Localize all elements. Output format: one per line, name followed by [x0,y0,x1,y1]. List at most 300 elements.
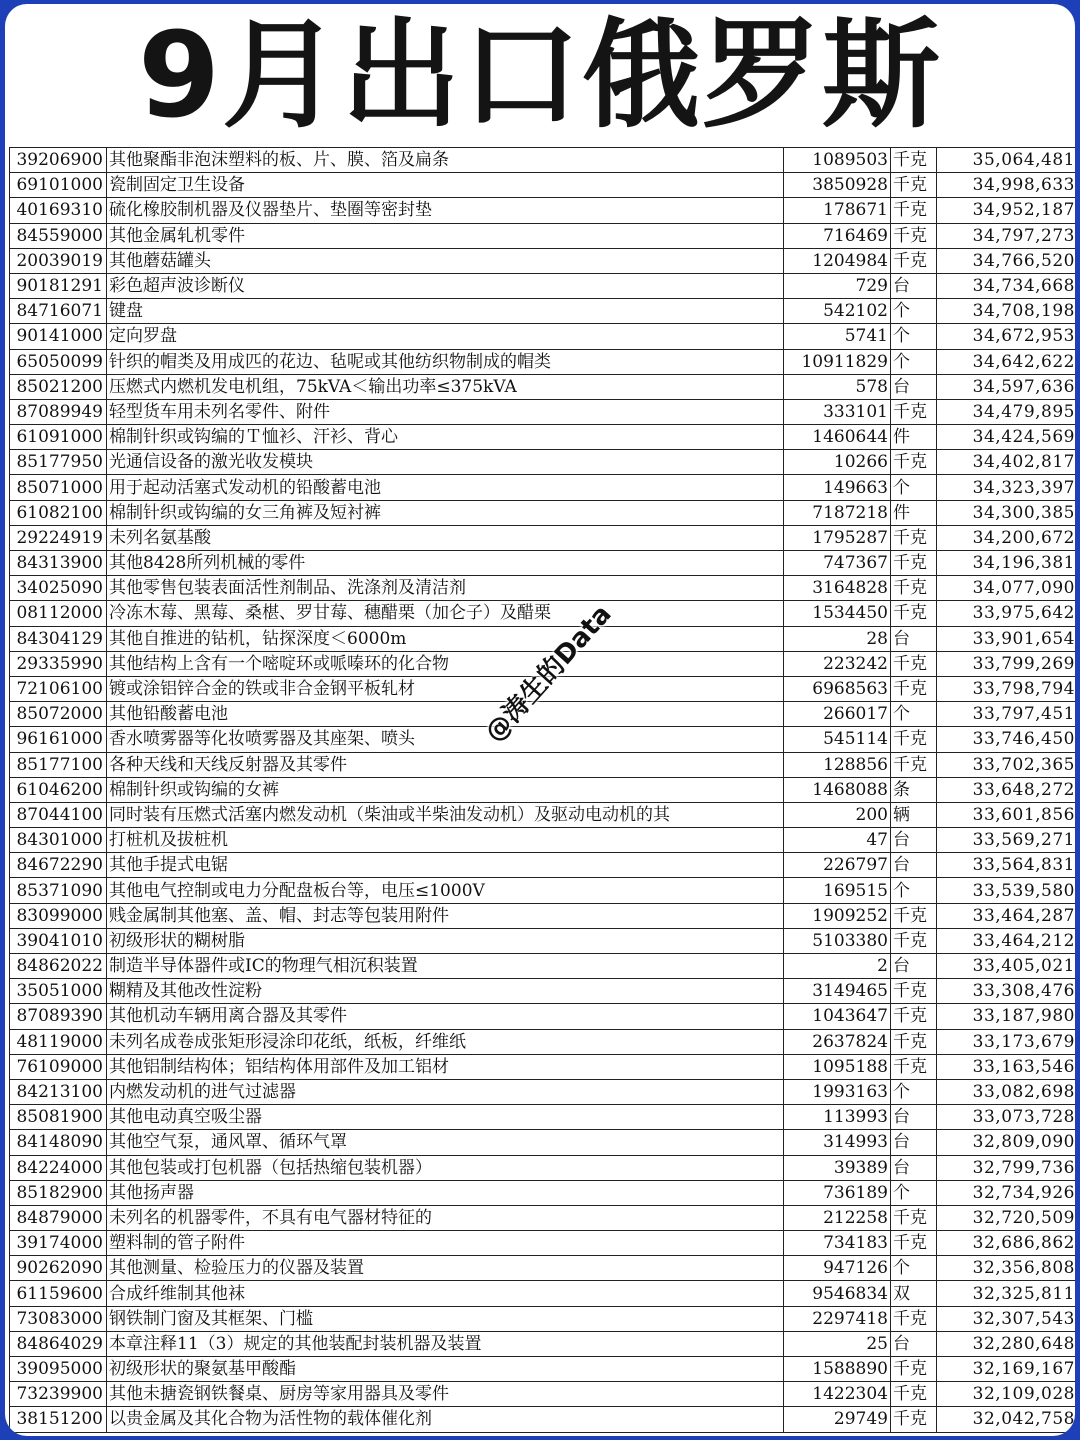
cell-name: 镀或涂铝锌合金的铁或非合金钢平板轧材 [107,676,784,701]
cell-code: 84213100 [10,1079,107,1104]
cell-value: 34,323,397 [937,475,1076,500]
table-row [10,450,1076,475]
table-row [10,399,1076,424]
cell-code: 84304129 [10,626,107,651]
cell-name: 其他零售包装表面活性剂制品、洗涤剂及清洁剂 [107,576,784,601]
cell-name: 其他扬声器 [107,1180,784,1205]
cell-code: 85177100 [10,752,107,777]
table-row [10,525,1076,550]
cell-unit: 千克 [891,450,937,475]
cell-name: 未列名氨基酸 [107,525,784,550]
cell-value: 34,424,569 [937,425,1076,450]
cell-unit: 台 [891,1105,937,1130]
cell-unit: 个 [891,475,937,500]
cell-value: 33,564,831 [937,853,1076,878]
cell-code: 76109000 [10,1054,107,1079]
cell-code: 35051000 [10,979,107,1004]
cell-code: 84559000 [10,223,107,248]
cell-qty: 747367 [784,551,891,576]
cell-code: 38151200 [10,1407,107,1432]
cell-unit: 千克 [891,1407,937,1432]
cell-code: 20039019 [10,248,107,273]
cell-value: 33,073,728 [937,1105,1076,1130]
cell-code: 61082100 [10,500,107,525]
table-row [10,651,1076,676]
cell-unit: 千克 [891,399,937,424]
cell-value: 32,734,926 [937,1180,1076,1205]
table-row [10,601,1076,626]
cell-code: 96161000 [10,727,107,752]
cell-name: 以贵金属及其化合物为活性物的载体催化剂 [107,1407,784,1432]
cell-name: 其他自推进的钻机，钻探深度＜6000m [107,626,784,651]
cell-name: 其他空气泵，通风罩、循环气罩 [107,1130,784,1155]
cell-code: 08112000 [10,601,107,626]
cell-code: 34025090 [10,576,107,601]
cell-name: 初级形状的聚氨基甲酸酯 [107,1357,784,1382]
table-row [10,273,1076,298]
cell-name: 其他8428所列机械的零件 [107,551,784,576]
cell-unit: 个 [891,324,937,349]
cell-code: 85071000 [10,475,107,500]
table-row [10,500,1076,525]
cell-code: 85081900 [10,1105,107,1130]
cell-qty: 7187218 [784,500,891,525]
table-row [10,1004,1076,1029]
cell-name: 未列名的机器零件，不具有电气器材特征的 [107,1205,784,1230]
cell-name: 其他聚酯非泡沫塑料的板、片、膜、箔及扁条 [107,148,784,173]
cell-value: 33,082,698 [937,1079,1076,1104]
table-row [10,374,1076,399]
table-row [10,1054,1076,1079]
cell-unit: 个 [891,702,937,727]
table-row [10,1306,1076,1331]
cell-unit: 千克 [891,248,937,273]
cell-qty: 542102 [784,299,891,324]
cell-name: 压燃式内燃机发电机组，75kVA＜输出功率≤375kVA [107,374,784,399]
cell-qty: 9546834 [784,1281,891,1306]
cell-code: 87044100 [10,802,107,827]
cell-name: 硫化橡胶制机器及仪器垫片、垫圈等密封垫 [107,198,784,223]
table-row [10,702,1076,727]
cell-qty: 29749 [784,1407,891,1432]
cell-value: 34,402,817 [937,450,1076,475]
cell-value: 33,464,287 [937,903,1076,928]
cell-name: 其他铝制结构体；铝结构体用部件及加工铝材 [107,1054,784,1079]
cell-qty: 1095188 [784,1054,891,1079]
cell-value: 34,708,198 [937,299,1076,324]
cell-name: 瓷制固定卫生设备 [107,173,784,198]
cell-value: 33,464,212 [937,928,1076,953]
cell-qty: 5741 [784,324,891,349]
cell-value: 33,539,580 [937,878,1076,903]
cell-code: 39206900 [10,148,107,173]
table-row [10,1079,1076,1104]
cell-code: 85021200 [10,374,107,399]
cell-qty: 333101 [784,399,891,424]
cell-value: 34,642,622 [937,349,1076,374]
table-row [10,676,1076,701]
cell-value: 33,163,546 [937,1054,1076,1079]
cell-value: 33,187,980 [937,1004,1076,1029]
cell-value: 34,479,895 [937,399,1076,424]
cell-code: 84672290 [10,853,107,878]
cell-code: 84301000 [10,828,107,853]
cell-qty: 1089503 [784,148,891,173]
cell-qty: 47 [784,828,891,853]
cell-code: 61159600 [10,1281,107,1306]
cell-name: 其他电动真空吸尘器 [107,1105,784,1130]
cell-value: 34,196,381 [937,551,1076,576]
cell-code: 84224000 [10,1155,107,1180]
cell-qty: 1795287 [784,525,891,550]
cell-code: 39095000 [10,1357,107,1382]
cell-unit: 条 [891,777,937,802]
cell-unit: 千克 [891,1205,937,1230]
cell-name: 合成纤维制其他袜 [107,1281,784,1306]
cell-code: 90141000 [10,324,107,349]
table-row [10,1205,1076,1230]
cell-name: 其他手提式电锯 [107,853,784,878]
cell-unit: 千克 [891,928,937,953]
cell-unit: 千克 [891,979,937,1004]
cell-qty: 729 [784,273,891,298]
cell-name: 用于起动活塞式发动机的铅酸蓄电池 [107,475,784,500]
cell-unit: 千克 [891,601,937,626]
export-table [9,147,1075,1433]
cell-qty: 2 [784,954,891,979]
page-title: 9月出口俄罗斯 [137,6,943,144]
cell-name: 棉制针织或钩编的Ｔ恤衫、汗衫、背心 [107,425,784,450]
table-row [10,576,1076,601]
cell-name: 糊精及其他改性淀粉 [107,979,784,1004]
cell-name: 其他包装或打包机器（包括热缩包装机器） [107,1155,784,1180]
cell-unit: 个 [891,878,937,903]
cell-name: 其他金属轧机零件 [107,223,784,248]
cell-unit: 台 [891,1331,937,1356]
cell-unit: 千克 [891,223,937,248]
cell-code: 84313900 [10,551,107,576]
cell-qty: 2297418 [784,1306,891,1331]
cell-unit: 双 [891,1281,937,1306]
cell-qty: 178671 [784,198,891,223]
cell-name: 未列名成卷成张矩形浸涂印花纸，纸板，纤维纸 [107,1029,784,1054]
cell-unit: 台 [891,374,937,399]
cell-qty: 734183 [784,1231,891,1256]
cell-unit: 个 [891,299,937,324]
table-row [10,903,1076,928]
cell-value: 34,952,187 [937,198,1076,223]
cell-value: 34,300,385 [937,500,1076,525]
cell-qty: 545114 [784,727,891,752]
cell-code: 40169310 [10,198,107,223]
cell-qty: 947126 [784,1256,891,1281]
cell-code: 61091000 [10,425,107,450]
cell-unit: 千克 [891,576,937,601]
table-row [10,198,1076,223]
cell-value: 32,799,736 [937,1155,1076,1180]
cell-value: 33,569,271 [937,828,1076,853]
cell-qty: 3164828 [784,576,891,601]
cell-qty: 578 [784,374,891,399]
cell-qty: 169515 [784,878,891,903]
cell-code: 84716071 [10,299,107,324]
cell-unit: 台 [891,853,937,878]
table-row [10,1029,1076,1054]
cell-name: 其他电气控制或电力分配盘板台等，电压≤1000V [107,878,784,903]
cell-qty: 1204984 [784,248,891,273]
table-row [10,802,1076,827]
table-row [10,1231,1076,1256]
table-row [10,928,1076,953]
cell-code: 84148090 [10,1130,107,1155]
cell-unit: 个 [891,1256,937,1281]
cell-qty: 128856 [784,752,891,777]
cell-name: 同时装有压燃式活塞内燃发动机（柴油或半柴油发动机）及驱动电动机的其 [107,802,784,827]
cell-value: 32,686,862 [937,1231,1076,1256]
cell-unit: 千克 [891,1382,937,1407]
cell-unit: 千克 [891,651,937,676]
table-row [10,828,1076,853]
cell-name: 轻型货车用未列名零件、附件 [107,399,784,424]
cell-name: 针织的帽类及用成匹的花边、毡呢或其他纺织物制成的帽类 [107,349,784,374]
table-row [10,1130,1076,1155]
cell-code: 83099000 [10,903,107,928]
cell-name: 定向罗盘 [107,324,784,349]
cell-code: 87089390 [10,1004,107,1029]
cell-value: 33,308,476 [937,979,1076,1004]
cell-qty: 736189 [784,1180,891,1205]
cell-name: 钢铁制门窗及其框架、门槛 [107,1306,784,1331]
watermark: @涛生的Data [479,599,618,749]
cell-name: 棉制针织或钩编的女裤 [107,777,784,802]
cell-qty: 716469 [784,223,891,248]
cell-qty: 5103380 [784,928,891,953]
cell-qty: 10911829 [784,349,891,374]
table-row [10,551,1076,576]
cell-unit: 千克 [891,903,937,928]
cell-code: 73083000 [10,1306,107,1331]
cell-qty: 1468088 [784,777,891,802]
cell-unit: 辆 [891,802,937,827]
table-row [10,1281,1076,1306]
cell-unit: 千克 [891,148,937,173]
table-row [10,979,1076,1004]
table-row [10,148,1076,173]
cell-qty: 1909252 [784,903,891,928]
cell-unit: 台 [891,1130,937,1155]
cell-value: 34,797,273 [937,223,1076,248]
cell-qty: 314993 [784,1130,891,1155]
table-row [10,1105,1076,1130]
cell-name: 其他未搪瓷钢铁餐桌、厨房等家用器具及零件 [107,1382,784,1407]
cell-unit: 千克 [891,752,937,777]
cell-unit: 千克 [891,1306,937,1331]
table-row [10,752,1076,777]
table-row [10,1180,1076,1205]
cell-unit: 件 [891,425,937,450]
cell-qty: 28 [784,626,891,651]
cell-qty: 3850928 [784,173,891,198]
cell-qty: 1460644 [784,425,891,450]
cell-value: 32,325,811 [937,1281,1076,1306]
cell-qty: 39389 [784,1155,891,1180]
cell-qty: 10266 [784,450,891,475]
cell-value: 32,280,648 [937,1331,1076,1356]
cell-name: 其他蘑菇罐头 [107,248,784,273]
cell-value: 34,672,953 [937,324,1076,349]
cell-unit: 千克 [891,173,937,198]
table-row [10,173,1076,198]
table-row [10,299,1076,324]
cell-value: 33,601,856 [937,802,1076,827]
cell-name: 棉制针织或钩编的女三角裤及短衬裤 [107,500,784,525]
cell-unit: 千克 [891,727,937,752]
table-row [10,1382,1076,1407]
cell-name: 彩色超声波诊断仪 [107,273,784,298]
table-row [10,853,1076,878]
table-row [10,475,1076,500]
cell-unit: 台 [891,828,937,853]
cell-value: 33,797,451 [937,702,1076,727]
cell-name: 内燃发动机的进气过滤器 [107,1079,784,1104]
cell-qty: 223242 [784,651,891,676]
cell-value: 34,766,520 [937,248,1076,273]
cell-unit: 千克 [891,525,937,550]
cell-name: 光通信设备的激光收发模块 [107,450,784,475]
cell-name: 贱金属制其他塞、盖、帽、封志等包装用附件 [107,903,784,928]
cell-code: 85371090 [10,878,107,903]
table-row [10,878,1076,903]
cell-value: 35,064,481 [937,148,1076,173]
cell-value: 32,169,167 [937,1357,1076,1382]
cell-value: 33,746,450 [937,727,1076,752]
cell-value: 33,648,272 [937,777,1076,802]
cell-code: 73239900 [10,1382,107,1407]
table-row [10,1155,1076,1180]
cell-qty: 212258 [784,1205,891,1230]
cell-unit: 台 [891,626,937,651]
table-row [10,1331,1076,1356]
cell-code: 90181291 [10,273,107,298]
table-row [10,1407,1076,1432]
cell-qty: 266017 [784,702,891,727]
table-body [10,148,1076,1433]
table-row [10,1357,1076,1382]
cell-unit: 千克 [891,1357,937,1382]
cell-code: 90262090 [10,1256,107,1281]
cell-unit: 千克 [891,1004,937,1029]
cell-code: 84862022 [10,954,107,979]
cell-name: 其他测量、检验压力的仪器及装置 [107,1256,784,1281]
cell-unit: 个 [891,1079,937,1104]
cell-code: 29335990 [10,651,107,676]
cell-code: 29224919 [10,525,107,550]
cell-code: 39041010 [10,928,107,953]
cell-qty: 200 [784,802,891,827]
cell-unit: 个 [891,349,937,374]
cell-unit: 千克 [891,1029,937,1054]
cell-name: 其他铅酸蓄电池 [107,702,784,727]
cell-value: 33,799,269 [937,651,1076,676]
cell-code: 72106100 [10,676,107,701]
cell-value: 33,798,794 [937,676,1076,701]
cell-qty: 1993163 [784,1079,891,1104]
cell-unit: 千克 [891,676,937,701]
cell-code: 85182900 [10,1180,107,1205]
cell-name: 其他机动车辆用离合器及其零件 [107,1004,784,1029]
cell-unit: 千克 [891,1231,937,1256]
cell-qty: 1588890 [784,1357,891,1382]
cell-value: 33,975,642 [937,601,1076,626]
cell-name: 冷冻木莓、黑莓、桑椹、罗甘莓、穗醋栗（加仑子）及醋栗 [107,601,784,626]
cell-value: 34,734,668 [937,273,1076,298]
cell-code: 84864029 [10,1331,107,1356]
table-row [10,626,1076,651]
cell-qty: 226797 [784,853,891,878]
cell-value: 34,597,636 [937,374,1076,399]
cell-qty: 2637824 [784,1029,891,1054]
cell-name: 其他结构上含有一个嘧啶环或哌嗪环的化合物 [107,651,784,676]
cell-unit: 千克 [891,1054,937,1079]
cell-qty: 25 [784,1331,891,1356]
cell-value: 34,077,090 [937,576,1076,601]
table-row [10,1256,1076,1281]
table-row [10,954,1076,979]
cell-code: 85072000 [10,702,107,727]
cell-qty: 149663 [784,475,891,500]
table-row [10,349,1076,374]
cell-qty: 3149465 [784,979,891,1004]
cell-qty: 1422304 [784,1382,891,1407]
cell-unit: 台 [891,273,937,298]
cell-qty: 1043647 [784,1004,891,1029]
cell-value: 32,042,758 [937,1407,1076,1432]
cell-value: 32,356,808 [937,1256,1076,1281]
cell-value: 32,809,090 [937,1130,1076,1155]
cell-name: 键盘 [107,299,784,324]
table-row [10,777,1076,802]
cell-unit: 个 [891,1180,937,1205]
cell-value: 33,901,654 [937,626,1076,651]
cell-name: 打桩机及拔桩机 [107,828,784,853]
cell-code: 69101000 [10,173,107,198]
cell-value: 32,109,028 [937,1382,1076,1407]
cell-name: 塑料制的管子附件 [107,1231,784,1256]
cell-value: 33,405,021 [937,954,1076,979]
cell-name: 本章注释11（3）规定的其他装配封装机器及装置 [107,1331,784,1356]
cell-unit: 台 [891,1155,937,1180]
cell-value: 32,720,509 [937,1205,1076,1230]
cell-qty: 1534450 [784,601,891,626]
cell-value: 32,307,543 [937,1306,1076,1331]
cell-name: 制造半导体器件或IC的物理气相沉积装置 [107,954,784,979]
cell-value: 33,173,679 [937,1029,1076,1054]
table-row [10,324,1076,349]
cell-unit: 件 [891,500,937,525]
cell-code: 85177950 [10,450,107,475]
cell-code: 61046200 [10,777,107,802]
cell-unit: 千克 [891,198,937,223]
table-row [10,425,1076,450]
cell-code: 48119000 [10,1029,107,1054]
cell-unit: 台 [891,954,937,979]
cell-name: 各种天线和天线反射器及其零件 [107,752,784,777]
cell-name: 香水喷雾器等化妆喷雾器及其座架、喷头 [107,727,784,752]
cell-code: 84879000 [10,1205,107,1230]
cell-qty: 113993 [784,1105,891,1130]
cell-code: 65050099 [10,349,107,374]
cell-code: 87089949 [10,399,107,424]
